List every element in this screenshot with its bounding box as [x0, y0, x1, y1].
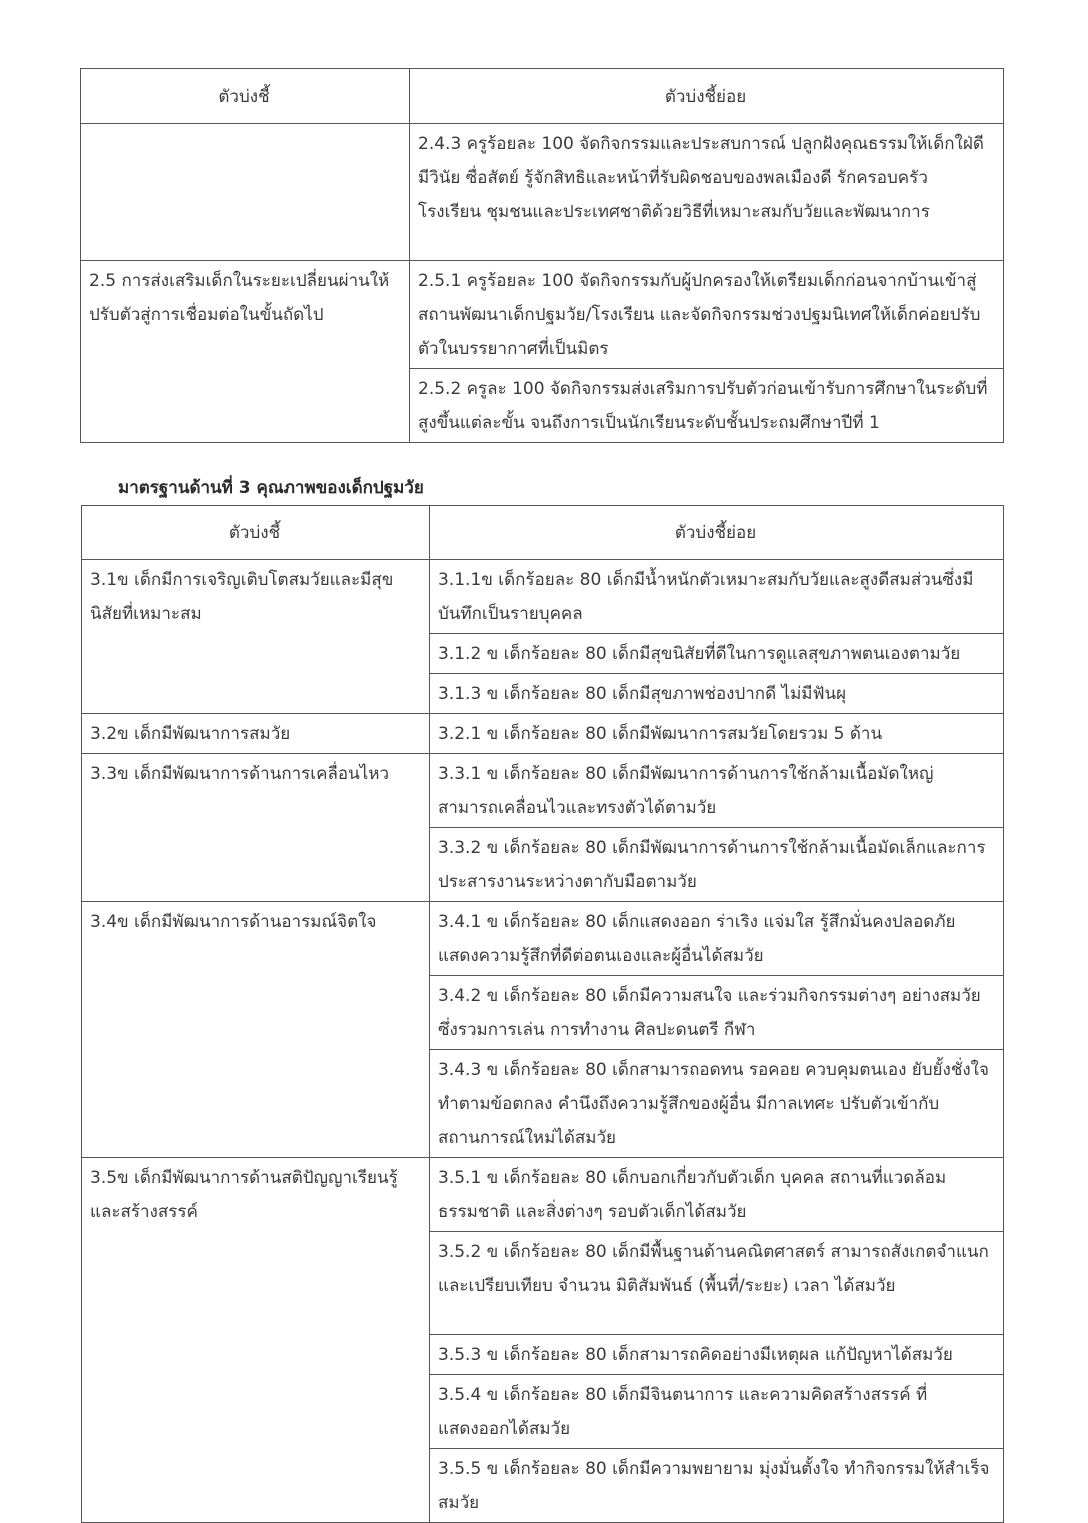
header-indicator: ตัวบ่งชี้ — [82, 506, 430, 560]
sub-indicator-cell: 3.1.2 ข เด็กร้อยละ 80 เด็กมีสุขนิสัยที่ดีในการดูแลสุขภาพตนเองตามวัย — [430, 634, 1004, 674]
table-row — [82, 560, 1004, 634]
indicator-table-section-2 — [80, 68, 1004, 443]
sub-indicator-cell: 2.5.2 ครูละ 100 จัดกิจกรรมส่งเสริมการปรับตัวก่อนเข้ารับการศึกษาในระดับที่สูงขึ้นแต่ละขั้น จนถึงการเป็นนักเรียนระดับชั้นประถมศึกษาปีที่ 1 — [410, 369, 1004, 443]
table-row — [81, 124, 1004, 261]
indicator-cell: 3.3ข เด็กมีพัฒนาการด้านการเคลื่อนไหว — [82, 754, 430, 902]
table-row — [81, 261, 1004, 369]
indicator-table-section-3 — [81, 505, 1004, 1523]
header-sub-indicator: ตัวบ่งชี้ย่อย — [430, 506, 1004, 560]
sub-indicator-cell: 3.4.2 ข เด็กร้อยละ 80 เด็กมีความสนใจ และร่วมกิจกรรมต่างๆ อย่างสมวัย ซึ่งรวมการเล่น การทำงาน ศิลปะดนตรี กีฬา — [430, 976, 1004, 1050]
indicator-cell: 3.5ข เด็กมีพัฒนาการด้านสติปัญญาเรียนรู้และสร้างสรรค์ — [82, 1158, 430, 1523]
sub-indicator-cell: 2.4.3 ครูร้อยละ 100 จัดกิจกรรมและประสบการณ์ ปลูกฝังคุณธรรมให้เด็กใฝ่ดี มีวินัย ซื่อสัตย์ รู้จักสิทธิและหน้าที่รับผิดชอบของพลเมืองดี รักครอบครัว โรงเรียน ชุมชนและประเทศชาติด้วยวิธีที่เหมาะสมกับวัยและพัฒนาการ — [410, 124, 1004, 261]
sub-indicator-cell: 3.3.2 ข เด็กร้อยละ 80 เด็กมีพัฒนาการด้านการใช้กล้ามเนื้อมัดเล็กและการประสารงานระหว่างตากับมือตามวัย — [430, 828, 1004, 902]
sub-indicator-cell: 3.2.1 ข เด็กร้อยละ 80 เด็กมีพัฒนาการสมวัยโดยรวม 5 ด้าน — [430, 714, 1004, 754]
sub-indicator-cell: 3.1.1ข เด็กร้อยละ 80 เด็กมีน้ำหนักตัวเหมาะสมกับวัยและสูงดีสมส่วนซึ่งมีบันทึกเป็นรายบุคคล — [430, 560, 1004, 634]
sub-indicator-cell: 3.4.1 ข เด็กร้อยละ 80 เด็กแสดงออก ร่าเริง แจ่มใส รู้สึกมั่นคงปลอดภัยแสดงความรู้สึกที่ดีต่อตนเองและผู้อื่นได้สมวัย — [430, 902, 1004, 976]
section-title: มาตรฐานด้านที่ 3 คุณภาพของเด็กปฐมวัย — [118, 478, 424, 498]
table-row — [82, 902, 1004, 976]
sub-indicator-cell: 3.5.1 ข เด็กร้อยละ 80 เด็กบอกเกี่ยวกับตัวเด็ก บุคคล สถานที่แวดล้อมธรรมชาติ และสิ่งต่างๆ รอบตัวเด็กได้สมวัย — [430, 1158, 1004, 1232]
sub-indicator-cell: 3.5.2 ข เด็กร้อยละ 80 เด็กมีพื้นฐานด้านคณิตศาสตร์ สามารถสังเกตจำแนก และเปรียบเทียบ จำนวน มิติสัมพันธ์ (พื้นที่/ระยะ) เวลา ได้สมวัย — [430, 1232, 1004, 1335]
sub-indicator-cell: 3.5.3 ข เด็กร้อยละ 80 เด็กสามารถคิดอย่างมีเหตุผล แก้ปัญหาได้สมวัย — [430, 1335, 1004, 1375]
sub-indicator-cell: 3.5.5 ข เด็กร้อยละ 80 เด็กมีความพยายาม มุ่งมั่นตั้งใจ ทำกิจกรรมให้สำเร็จสมวัย — [430, 1449, 1004, 1523]
sub-indicator-cell: 3.5.4 ข เด็กร้อยละ 80 เด็กมีจินตนาการ และความคิดสร้างสรรค์ ที่แสดงออกได้สมวัย — [430, 1375, 1004, 1449]
indicator-cell: 3.1ข เด็กมีการเจริญเติบโตสมวัยและมีสุขนิสัยที่เหมาะสม — [82, 560, 430, 714]
table-row — [82, 1158, 1004, 1232]
table-row — [82, 754, 1004, 828]
indicator-cell: 2.5 การส่งเสริมเด็กในระยะเปลี่ยนผ่านให้ปรับตัวสู่การเชื่อมต่อในขั้นถัดไป — [81, 261, 410, 443]
sub-indicator-cell: 3.4.3 ข เด็กร้อยละ 80 เด็กสามารถอดทน รอคอย ควบคุมตนเอง ยับยั้งชั่งใจ ทำตามข้อตกลง คำนึงถึงความรู้สึกของผู้อื่น มีกาลเทศะ ปรับตัวเข้ากับสถานการณ์ใหม่ได้สมวัย — [430, 1050, 1004, 1158]
sub-indicator-cell: 3.1.3 ข เด็กร้อยละ 80 เด็กมีสุขภาพช่องปากดี ไม่มีฟันผุ — [430, 674, 1004, 714]
indicator-cell: 3.4ข เด็กมีพัฒนาการด้านอารมณ์จิตใจ — [82, 902, 430, 1158]
table-header-row — [81, 69, 1004, 124]
indicator-cell — [81, 124, 410, 261]
sub-indicator-cell: 2.5.1 ครูร้อยละ 100 จัดกิจกรรมกับผู้ปกครองให้เตรียมเด็กก่อนจากบ้านเข้าสู่สถานพัฒนาเด็กปฐมวัย/โรงเรียน และจัดกิจกรรมช่วงปฐมนิเทศให้เด็กค่อยปรับตัวในบรรยากาศที่เป็นมิตร — [410, 261, 1004, 369]
indicator-cell: 3.2ข เด็กมีพัฒนาการสมวัย — [82, 714, 430, 754]
header-indicator: ตัวบ่งชี้ — [81, 69, 410, 124]
table-header-row — [82, 506, 1004, 560]
sub-indicator-cell: 3.3.1 ข เด็กร้อยละ 80 เด็กมีพัฒนาการด้านการใช้กล้ามเนื้อมัดใหญ่สามารถเคลื่อนไวและทรงตัวได้ตามวัย — [430, 754, 1004, 828]
table-row — [82, 714, 1004, 754]
header-sub-indicator: ตัวบ่งชี้ย่อย — [410, 69, 1004, 124]
